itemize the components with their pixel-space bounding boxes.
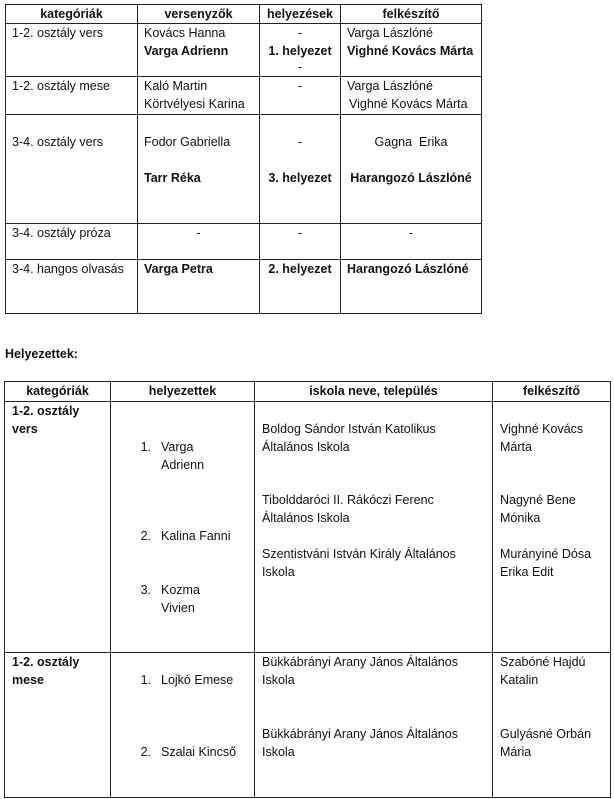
school-name: Iskola	[262, 673, 295, 687]
table-header-row	[6, 5, 482, 24]
teacher-name: -	[408, 226, 414, 240]
result-value: -	[297, 60, 303, 74]
teacher-cell	[341, 24, 482, 77]
teacher-cell	[341, 77, 482, 115]
category-cell	[5, 653, 111, 798]
result-value: -	[297, 79, 303, 93]
competitor-name: -	[196, 226, 201, 240]
teacher-name: Vighné Kovács	[500, 422, 584, 436]
competitor-name: Varga Petra	[144, 262, 213, 276]
competitors-cell	[138, 260, 260, 314]
teacher-cell	[493, 653, 611, 798]
school-name: Iskola	[262, 565, 295, 579]
category-label: 3-4. osztály próza	[12, 226, 111, 240]
section-heading: Helyezettek:	[5, 347, 78, 361]
placed-name-line: Lojkó Emese	[161, 673, 234, 687]
school-name: Tibolddaróci II. Rákóczi Ferenc	[262, 493, 434, 507]
school-cell	[255, 402, 493, 653]
teacher-name: Harangozó Lászlóné	[347, 262, 469, 276]
teacher-name: Nagyné Bene	[500, 493, 576, 507]
teacher-cell	[493, 402, 611, 653]
column-header: felkészítő	[493, 382, 611, 402]
placed-name-line: Adrienn	[161, 458, 205, 472]
column-header: iskola neve, település	[255, 382, 493, 402]
table-row	[5, 653, 611, 798]
category-label: 1-2. osztály	[12, 655, 80, 669]
placed-name	[161, 438, 204, 474]
school-name: Szentistváni István Király Általános	[262, 547, 456, 561]
teacher-cell	[341, 260, 482, 314]
category-cell	[5, 402, 111, 653]
category-cell	[6, 224, 138, 260]
teacher-name: Murányiné Dósa	[500, 547, 592, 561]
result-value: 3. helyezet	[268, 171, 332, 185]
category-label: 1-2. osztály vers	[12, 26, 104, 40]
teacher-cell	[341, 224, 482, 260]
table-row	[5, 402, 611, 653]
competitors-cell	[138, 115, 260, 224]
teacher-name: Vighné Kovács Márta	[349, 97, 468, 111]
column-header: kategóriák	[5, 382, 111, 402]
school-name: Bükkábrányi Arany János Általános	[262, 655, 458, 669]
competitor-name: Tarr Réka	[144, 171, 201, 185]
teacher-name: Márta	[500, 440, 532, 454]
teacher-name: Mónika	[500, 511, 541, 525]
teacher-name: Katalin	[500, 673, 539, 687]
category-label: 3-4. hangos olvasás	[12, 262, 124, 276]
result-cell	[260, 77, 341, 115]
competitors-cell	[138, 24, 260, 77]
place-number: 2.	[140, 745, 151, 759]
category-label: 1-2. osztály mese	[12, 79, 110, 93]
school-name: Boldog Sándor István Katolikus	[262, 422, 436, 436]
place-number: 3.	[140, 583, 151, 597]
category-label: 1-2. osztály	[12, 404, 80, 418]
teacher-name: Erika Edit	[500, 565, 554, 579]
result-value: -	[297, 135, 303, 149]
school-name: Iskola	[262, 745, 295, 759]
result-cell	[260, 24, 341, 77]
competitors-table	[5, 4, 482, 314]
result-value: 2. helyezet	[268, 262, 332, 276]
category-label: 3-4. osztály vers	[12, 135, 104, 149]
result-cell	[260, 224, 341, 260]
teacher-name: Mária	[500, 745, 532, 759]
teacher-name: Varga Lászlóné	[347, 79, 433, 93]
result-value: -	[297, 26, 303, 40]
table-row	[6, 224, 482, 260]
placed-name	[161, 743, 236, 761]
place-number: 1.	[140, 440, 151, 454]
place-number: 1.	[140, 673, 151, 687]
category-cell	[6, 260, 138, 314]
placed-name	[161, 527, 231, 545]
placements-cell	[111, 402, 255, 653]
placed-name-line: Kalina Fanni	[161, 529, 231, 543]
category-label: mese	[12, 673, 44, 687]
teacher-name: Varga Lászlóné	[347, 26, 433, 40]
category-cell	[6, 24, 138, 77]
competitor-name: Kaló Martin	[144, 79, 208, 93]
table-row	[6, 77, 482, 115]
table-header-row	[5, 382, 611, 402]
competitors-cell	[138, 77, 260, 115]
result-cell	[260, 115, 341, 224]
teacher-name: Szabóné Hajdú	[500, 655, 586, 669]
place-number: 2.	[140, 529, 151, 543]
column-header: helyezettek	[111, 382, 255, 402]
column-header: versenyzők	[138, 5, 260, 24]
column-header: felkészítő	[341, 5, 482, 24]
result-cell	[260, 260, 341, 314]
placed-name	[161, 671, 233, 689]
competitor-name: Körtvélyesi Karina	[144, 97, 245, 111]
competitor-name: Kovács Hanna	[144, 26, 226, 40]
column-header: helyezések	[260, 5, 341, 24]
school-cell	[255, 653, 493, 798]
placed-name-line: Kozma	[161, 583, 200, 597]
school-name: Bükkábrányi Arany János Általános	[262, 727, 458, 741]
table-row	[6, 260, 482, 314]
teacher-name: Gagna Erika	[374, 135, 448, 149]
teacher-name: Gulyásné Orbán	[500, 727, 592, 741]
column-header: kategóriák	[6, 5, 138, 24]
placed-name	[161, 581, 200, 617]
school-name: Általános Iskola	[262, 440, 350, 454]
placements-cell	[111, 653, 255, 798]
placements-table	[4, 381, 611, 798]
category-label: vers	[12, 422, 38, 436]
placed-name-line: Vivien	[161, 601, 195, 615]
teacher-cell	[341, 115, 482, 224]
result-value: -	[297, 226, 303, 240]
table-row	[6, 115, 482, 224]
category-cell	[6, 115, 138, 224]
result-value: 1. helyezet	[268, 44, 332, 58]
competitor-name: Fodor Gabriella	[144, 135, 231, 149]
school-name: Általános Iskola	[262, 511, 350, 525]
competitor-name: Varga Adrienn	[144, 44, 229, 58]
category-cell	[6, 77, 138, 115]
placed-name-line: Szalai Kincső	[161, 745, 237, 759]
teacher-name: Vighné Kovács Márta	[347, 44, 474, 58]
table-row	[6, 24, 482, 77]
competitors-cell	[138, 224, 260, 260]
teacher-name: Harangozó Lászlóné	[350, 171, 472, 185]
placed-name-line: Varga	[161, 440, 194, 454]
